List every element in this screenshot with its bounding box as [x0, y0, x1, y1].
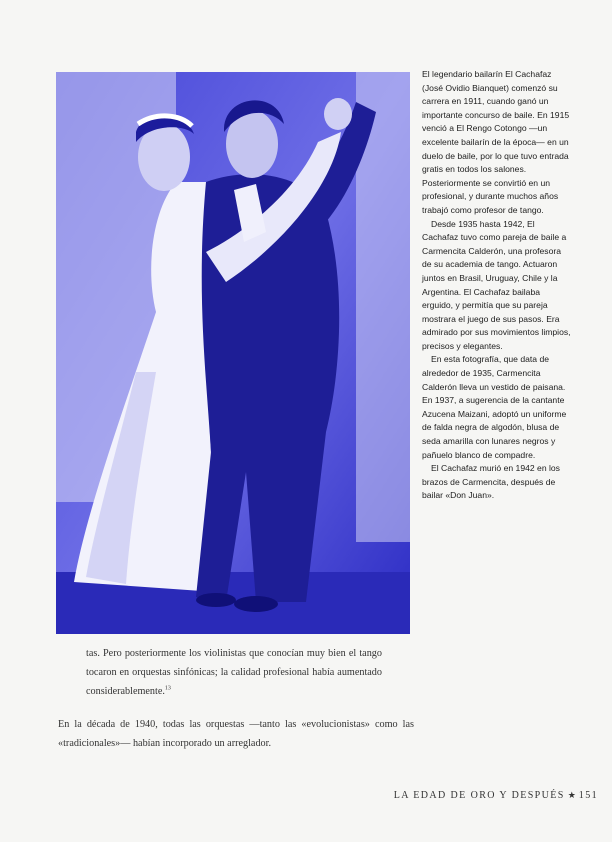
footnote-reference[interactable]: 13 [164, 685, 171, 692]
body-continuation-paragraph [86, 644, 382, 701]
continuation-text: tas. Pero posteriormente los violinistas que conocían muy bien el tango tocaron en orquestas sinfónicas; la calidad profesional había aumentado considerablemente. [86, 648, 382, 697]
caption-paragraph-3: En esta fotografía, que data de alrededor de 1935, Carmencita Calderón lleva un vestido de paisana. En 1937, a sugerencia de la cantante Azucena Maizani, adoptó un uniforme de falda negra de algodón, blusa de seda amarilla con lunares negros y pañuelo blanco de compadre. [422, 354, 567, 460]
chapter-title: LA EDAD DE ORO Y DESPUÉS [393, 790, 565, 801]
tango-dancers-photo [56, 72, 410, 634]
page-footer [394, 790, 598, 801]
caption-paragraph-4: El Cachafaz murió en 1942 en los brazos de Carmencita, después de bailar «Don Juan». [422, 463, 560, 501]
body-paragraph-2: En la década de 1940, todas las orquestas —tanto las «evolucionistas» como las «tradicionales»— habían incorporado un arreglador. [58, 719, 414, 749]
caption-paragraph-2: Desde 1935 hasta 1942, El Cachafaz tuvo como pareja de baile a Carmencita Calderón, una profesora de su academia de tango. Actuaron juntos en Brasil, Uruguay, Chile y la Argentina. El Cachafaz bailaba erguido, y permitía que su pareja mostrara el juego de sus pasos. Era admirado por sus movimientos limpios, precisos y elegantes. [422, 218, 571, 351]
page-number: 151 [578, 790, 598, 801]
photo-caption [422, 68, 572, 503]
caption-paragraph-1: El legendario bailarín El Cachafaz (José Ovidio Bianquet) comenzó su carrera en 1911, cuando ganó un importante concurso de baile. En 1915 venció a El Rengo Cotongo —un excelente bailarín de la época— en un duelo de baile, por lo que tuvo entrada gratis en todos los salones. Posteriormente se convirtió en un profesional, y durante muchos años trabajó como profesor de tango. [422, 69, 570, 215]
photo-illustration [56, 72, 410, 634]
star-icon: ★ [567, 790, 576, 800]
